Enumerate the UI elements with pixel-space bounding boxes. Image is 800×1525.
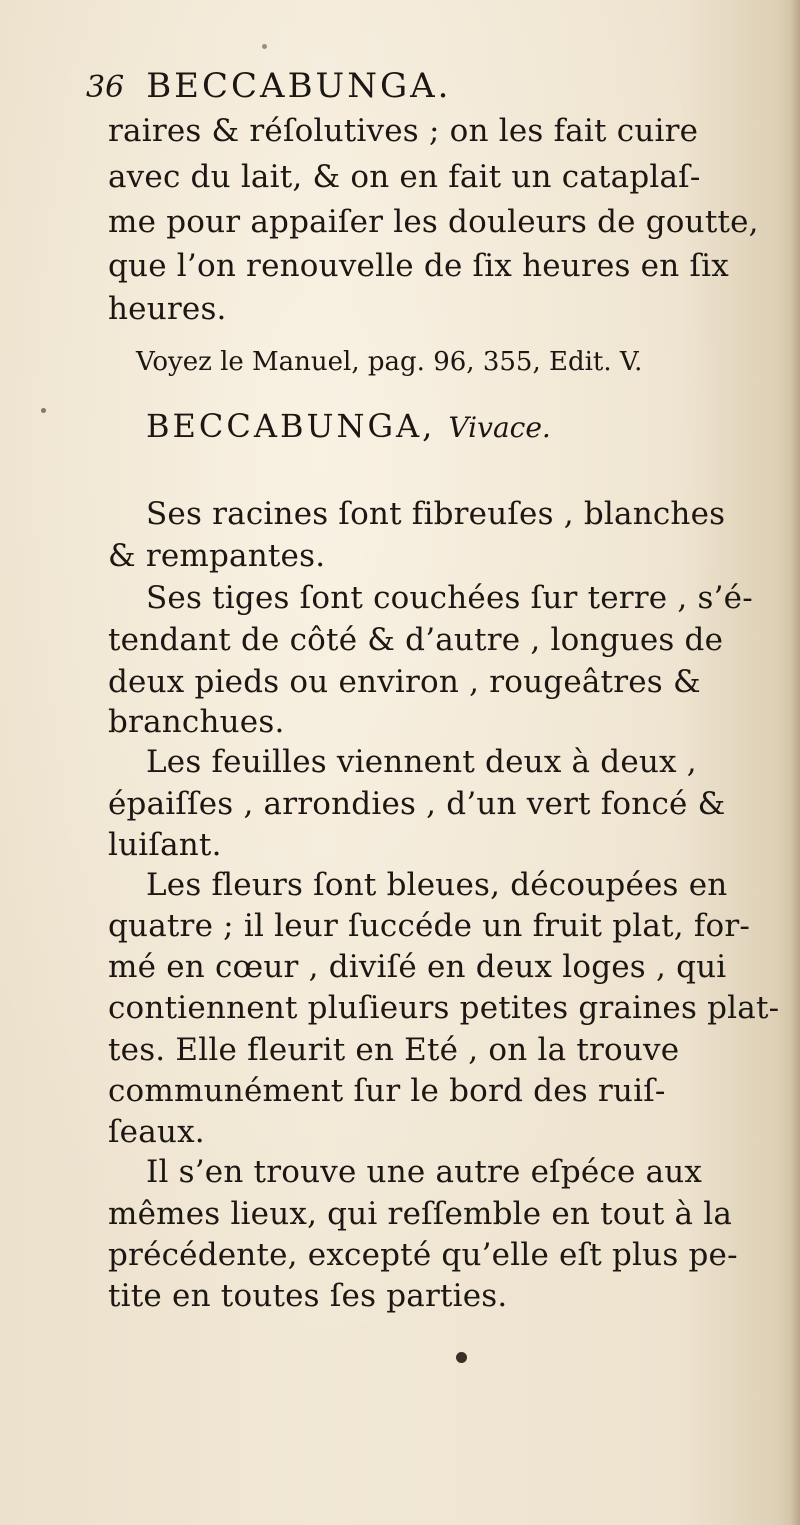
text-line: mêmes lieux, qui reſſemble en tout à la — [108, 1196, 733, 1232]
section-title-name: BECCABUNGA, — [146, 407, 436, 445]
running-header — [86, 66, 452, 106]
text-line: avec du lait, & on en fait un cataplaſ- — [108, 159, 701, 195]
text-line: communément ſur le bord des ruiſ- — [108, 1073, 666, 1109]
section-title — [146, 407, 551, 445]
text-line: que l’on renouvelle de ſix heures en ſix — [108, 248, 729, 284]
section-title-qualifier: Vivace. — [448, 411, 551, 444]
text-line: tite en toutes ſes parties. — [108, 1278, 508, 1314]
text-line: raires & réſolutives ; on les fait cuire — [108, 113, 699, 149]
text-line: tendant de côté & d’autre , longues de — [108, 622, 724, 658]
text-line: branchues. — [108, 704, 285, 740]
ink-spot — [41, 408, 46, 413]
text-line: luiſant. — [108, 827, 222, 863]
text-line: précédente, excepté qu’elle eſt plus pe- — [108, 1237, 738, 1273]
text-line: deux pieds ou environ , rougeâtres & — [108, 664, 701, 700]
running-head-title: BECCABUNGA. — [146, 66, 452, 106]
text-line: Ses racines ſont fibreuſes , blanches — [146, 496, 726, 532]
text-line: Les feuilles viennent deux à deux , — [146, 744, 697, 780]
manual-reference: Voyez le Manuel, pag. 96, 355, Edit. V. — [136, 347, 643, 377]
text-line: Les fleurs ſont bleues, découpées en — [146, 867, 728, 903]
page-edge-shadow — [790, 0, 800, 1525]
text-line: quatre ; il leur ſuccéde un fruit plat, for- — [108, 908, 751, 944]
text-line: ſeaux. — [108, 1114, 205, 1150]
text-line: & rempantes. — [108, 538, 326, 574]
text-line: mé en cœur , diviſé en deux loges , qui — [108, 949, 727, 985]
text-line: me pour appaiſer les douleurs de goutte, — [108, 204, 759, 240]
text-line: contiennent pluſieurs petites graines plat- — [108, 990, 780, 1026]
text-line: heures. — [108, 291, 227, 327]
text-line: épaiſſes , arrondies , d’un vert foncé & — [108, 786, 726, 822]
text-line: Il s’en trouve une autre eſpéce aux — [146, 1154, 703, 1190]
text-line: tes. Elle fleurit en Eté , on la trouve — [108, 1032, 680, 1068]
page-number: 36 — [86, 70, 125, 105]
text-line: Ses tiges ſont couchées ſur terre , s’é- — [146, 580, 753, 616]
ink-spot — [456, 1352, 467, 1363]
ink-spot — [262, 44, 267, 49]
